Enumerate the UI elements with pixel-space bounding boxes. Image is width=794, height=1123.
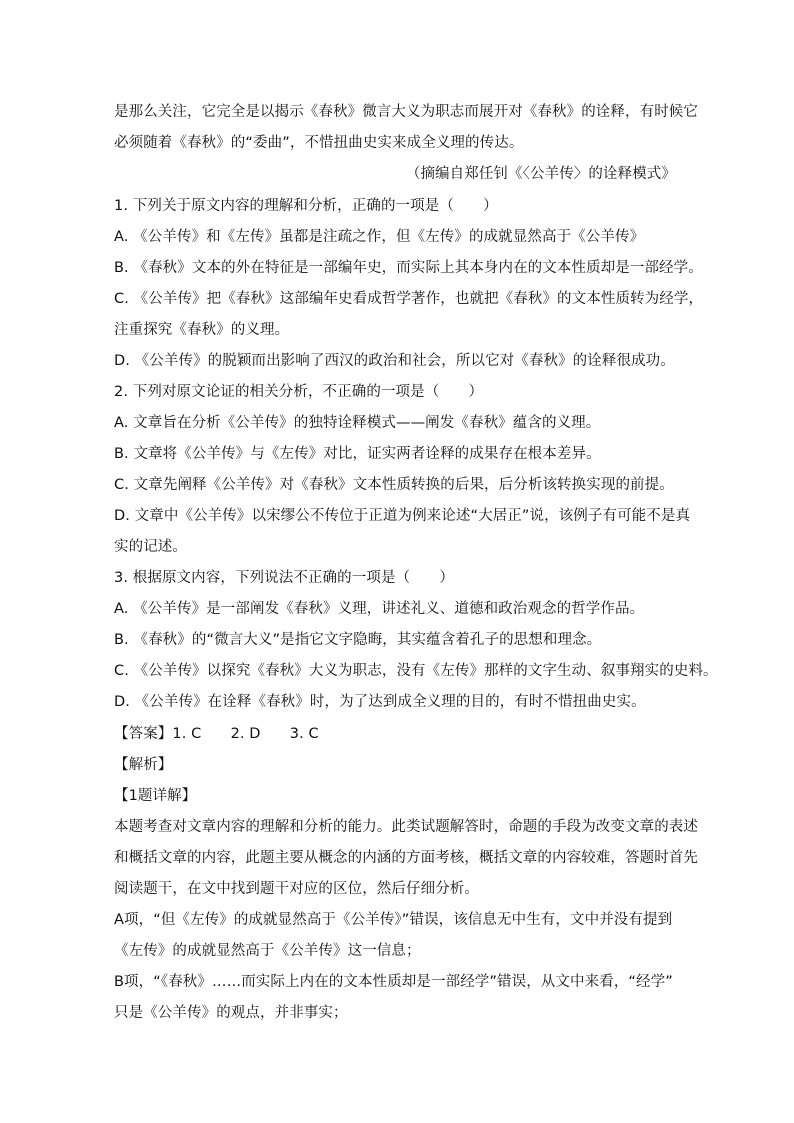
question-stem: 1. 下列关于原文内容的理解和分析，正确的一项是（ ） <box>114 198 498 214</box>
option-line: B. 文章将《公羊传》与《左传》对比，证实两者诠释的成果存在根本差异。 <box>114 446 601 462</box>
analysis-line: B项，“《春秋》……而实际上内在的文本性质却是一部经学”错误，从文中来看，“经学” <box>114 974 673 990</box>
option-line: C. 文章先阐释《公羊传》对《春秋》文本性质转换的后果，后分析该转换实现的前提。 <box>114 477 674 493</box>
analysis-line: 《左传》的成就显然高于《公羊传》这一信息； <box>114 943 421 959</box>
intro-line: 是那么关注，它完全是以揭示《春秋》微言大义为职志而展开对《春秋》的诠释，有时候它 <box>114 104 698 120</box>
option-line: A. 《公羊传》是一部阐发《春秋》义理，讲述礼义、道德和政治观念的哲学作品。 <box>114 601 645 617</box>
option-line: D. 《公羊传》在诠释《春秋》时，为了达到成全义理的目的，有时不惜扭曲史实。 <box>114 694 646 710</box>
option-line: 实的记述。 <box>114 539 187 555</box>
analysis-heading: 【解析】 <box>114 757 173 773</box>
option-line: A. 文章旨在分析《公羊传》的独特诠释模式——阐发《春秋》蕴含的义理。 <box>114 415 601 431</box>
option-line: C. 《公羊传》把《春秋》这部编年史看成哲学著作，也就把《春秋》的文本性质转为经学， <box>114 291 704 307</box>
answer-line: 【答案】1. C 2. D 3. C <box>114 726 319 742</box>
analysis-line: 本题考查对文章内容的理解和分析的能力。此类试题解答时，命题的手段为改变文章的表述 <box>114 819 698 835</box>
option-line: 注重探究《春秋》的义理。 <box>114 322 290 338</box>
option-line: D. 《公羊传》的脱颖而出影响了西汉的政治和社会，所以它对《春秋》的诠释很成功。 <box>114 353 675 369</box>
option-line: B. 《春秋》的“微言大义”是指它文字隐晦，其实蕴含着孔子的思想和理念。 <box>114 632 602 648</box>
intro-line: 必须随着《春秋》的“委曲”，不惜扭曲史实来成全义理的传达。 <box>114 135 524 151</box>
analysis-line: A项，“但《左传》的成就显然高于《公羊传》”错误，该信息无中生有，文中并没有提到 <box>114 912 673 928</box>
question-stem: 2. 下列对原文论证的相关分析，不正确的一项是（ ） <box>114 384 484 400</box>
source-citation: （摘编自郑任钊《〈公羊传〉的诠释模式》 <box>405 166 676 182</box>
option-line: C. 《公羊传》以探究《春秋》大义为职志，没有《左传》那样的文字生动、叙事翔实的史料。 <box>114 663 718 679</box>
option-line: D. 文章中《公羊传》以宋缪公不传位于正道为例来论述“大居正”说，该例子有可能不是真 <box>114 508 691 524</box>
analysis-line: 阅读题干，在文中找到题干对应的区位，然后仔细分析。 <box>114 881 479 897</box>
analysis-line: 只是《公羊传》的观点，并非事实； <box>114 1005 348 1021</box>
analysis-line: 和概括文章的内容，此题主要从概念的内涵的方面考核，概括文章的内容较难，答题时首先 <box>114 850 698 866</box>
option-line: B. 《春秋》文本的外在特征是一部编年史，而实际上其本身内在的文本性质却是一部经学。 <box>114 260 703 276</box>
option-line: A. 《公羊传》和《左传》虽都是注疏之作，但《左传》的成就显然高于《公羊传》 <box>114 229 645 245</box>
question-stem: 3. 根据原文内容，下列说法不正确的一项是（ ） <box>114 570 454 586</box>
q1-detail-heading: 【1题详解】 <box>114 788 197 804</box>
